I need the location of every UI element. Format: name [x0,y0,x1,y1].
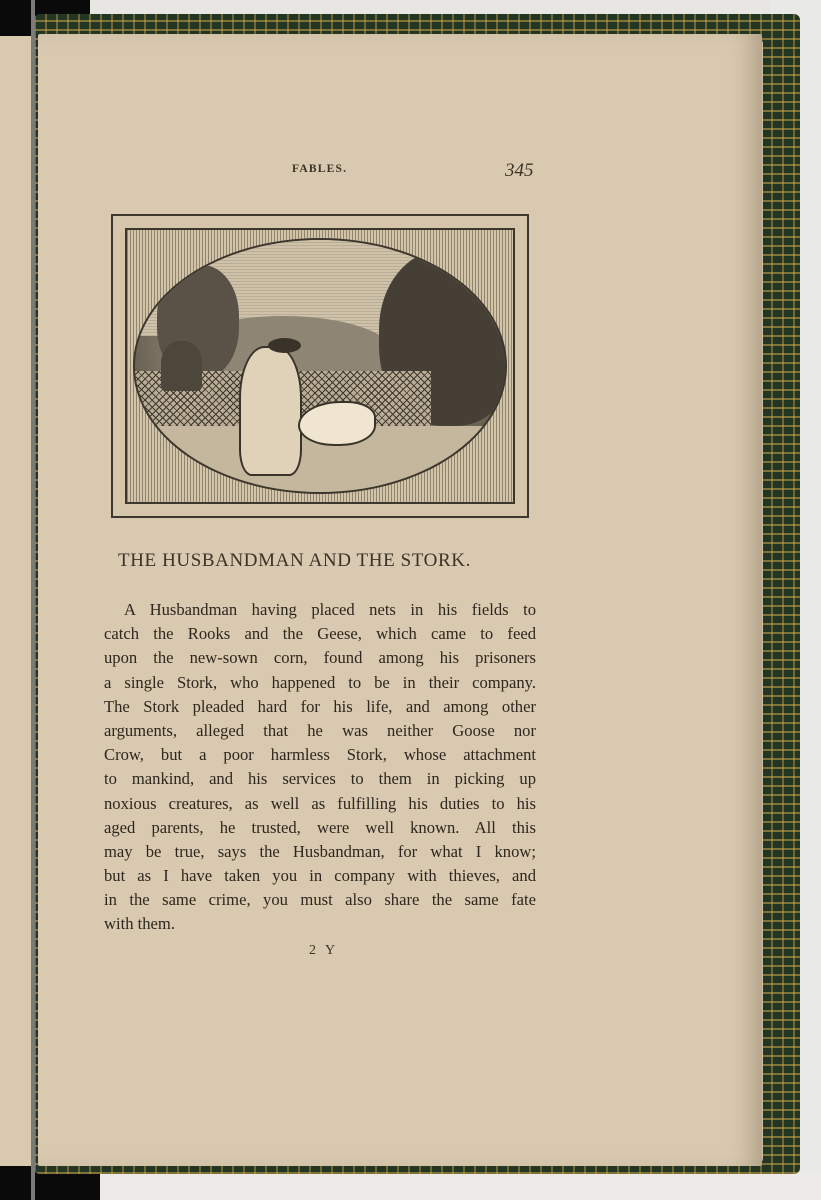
page-number: 345 [505,160,534,181]
body-line: Crow, but a poor harmless Stork, whose attachment [104,745,536,765]
body-line: catch the Rooks and the Geese, which came to feed [104,624,536,644]
fable-body [104,598,536,937]
husbandman-figure [239,346,302,476]
woodcut-illustration [111,214,529,518]
boy-figure [161,341,202,391]
body-line: A Husbandman having placed nets in his fields to [124,600,536,619]
gutter-line [31,0,35,1200]
fable-title: THE HUSBANDMAN AND THE STORK. [118,550,471,571]
body-line: arguments, alleged that he was neither Goose nor [104,720,536,740]
running-head: FABLES. [292,163,348,175]
body-line: but as I have taken you in company with thieves, and [104,866,536,886]
body-line: with them. [104,914,175,934]
background-bottom [100,1172,821,1200]
body-line: may be true, says the Husbandman, for what I know; [104,841,536,861]
body-line: aged parents, he trusted, were well known. All this [104,817,536,837]
body-line: in the same crime, you must also share the same fate [104,890,536,910]
oval-vignette [133,238,507,494]
signature-mark: 2 Y [309,943,339,958]
body-line: upon the new-sown corn, found among his prisoners [104,648,536,668]
facing-page-edge [0,36,34,1166]
illustration-inner-frame [125,228,515,504]
stork-figure [298,401,376,445]
body-line: a single Stork, who happened to be in their company. [104,672,536,692]
body-line: The Stork pleaded hard for his life, and among other [104,696,536,716]
body-line: to mankind, and his services to them in picking up [104,769,536,789]
body-line: noxious creatures, as well as fulfilling his duties to his [104,793,536,813]
